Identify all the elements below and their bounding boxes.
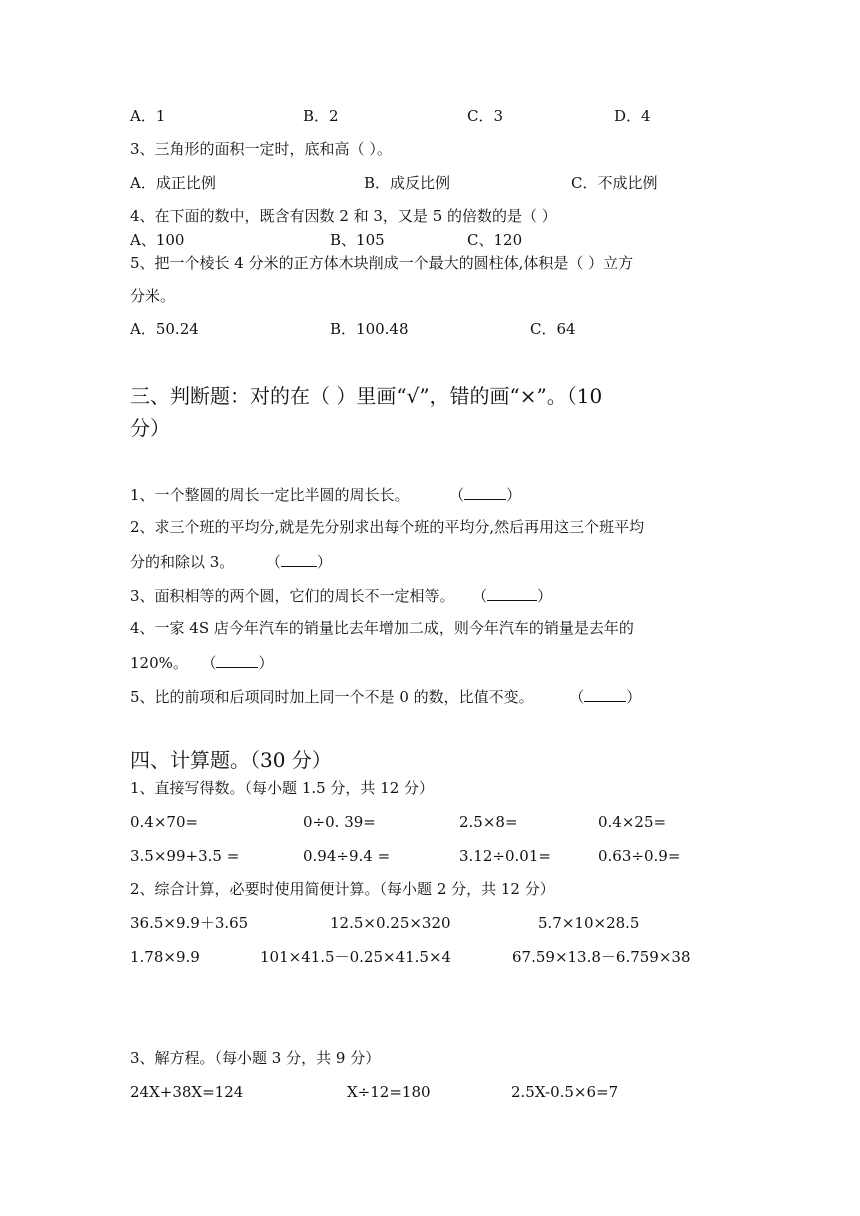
- section4-heading: 四、计算题。（30 分）: [130, 748, 332, 772]
- calc-p1-r2-c4: 0.63÷0.9=: [598, 847, 681, 865]
- answer-blank-3[interactable]: （ ）: [472, 587, 553, 605]
- q2-option-d: D．4: [614, 107, 651, 125]
- calc-part3-title: 3、解方程。（每小题 3 分，共 9 分）: [130, 1049, 381, 1067]
- judge-item-3: [130, 587, 552, 604]
- judge-item-2-line2: [130, 553, 332, 570]
- judge-item-4-line1: 4、一家 4S 店今年汽车的销量比去年增加二成，则今年汽车的销量是去年的: [130, 619, 634, 637]
- calc-p1-r2-c1: 3.5×99+3.5 =: [130, 847, 240, 865]
- calc-p2-r2-c2: 101×41.5－0.25×41.5×4: [260, 948, 452, 966]
- judge-item-5-text: 5、比的前项和后项同时加上同一个不是 0 的数，比值不变。: [130, 688, 534, 706]
- calc-p2-r1-c2: 12.5×0.25×320: [330, 914, 451, 932]
- q3-text: 3、三角形的面积一定时，底和高（ ）。: [130, 140, 392, 158]
- calc-part1-title: 1、直接写得数。（每小题 1.5 分，共 12 分）: [130, 779, 435, 797]
- answer-blank-1[interactable]: （ ）: [449, 486, 522, 504]
- answer-blank-4[interactable]: （ ）: [201, 654, 274, 672]
- section3-heading-line2: 分）: [130, 416, 170, 440]
- q5-option-a: A．50.24: [130, 320, 199, 338]
- judge-item-2-cont: 分的和除以 3。: [130, 553, 235, 571]
- section3-heading-line1: 三、判断题：对的在（ ）里画“√”，错的画“×”。（10: [130, 384, 603, 408]
- judge-item-2-line1: 2、求三个班的平均分,就是先分别求出每个班的平均分,然后再用这三个班平均: [130, 518, 645, 536]
- calc-p1-r1-c4: 0.4×25=: [598, 813, 667, 831]
- judge-item-1: [130, 486, 521, 503]
- answer-blank-2[interactable]: （ ）: [265, 553, 332, 571]
- calc-p2-r2-c3: 67.59×13.8－6.759×38: [512, 948, 691, 966]
- equation-1: 24X+38X=124: [130, 1083, 244, 1101]
- calc-p1-r1-c1: 0.4×70=: [130, 813, 199, 831]
- judge-item-4-line2: [130, 654, 273, 671]
- calc-p1-r1-c3: 2.5×8=: [459, 813, 518, 831]
- calc-p2-r1-c1: 36.5×9.9＋3.65: [130, 914, 249, 932]
- q3-option-b: B．成反比例: [364, 174, 451, 192]
- calc-p1-r2-c3: 3.12÷0.01=: [459, 847, 551, 865]
- q5-option-c: C．64: [530, 320, 576, 338]
- calc-part2-title: 2、综合计算，必要时使用简便计算。（每小题 2 分，共 12 分）: [130, 880, 555, 898]
- equation-3: 2.5X-0.5×6=7: [511, 1083, 619, 1101]
- q2-option-b: B．2: [303, 107, 339, 125]
- calc-p2-r1-c3: 5.7×10×28.5: [538, 914, 640, 932]
- q3-option-a: A．成正比例: [130, 174, 216, 192]
- q4-option-c: C、120: [467, 231, 523, 249]
- judge-item-4-cont: 120%。: [130, 654, 188, 672]
- q4-option-b: B、105: [330, 231, 385, 249]
- calc-p2-r2-c1: 1.78×9.9: [130, 948, 200, 966]
- q2-option-c: C．3: [467, 107, 504, 125]
- judge-item-3-text: 3、面积相等的两个圆，它们的周长不一定相等。: [130, 587, 455, 605]
- q5-option-b: B．100.48: [330, 320, 409, 338]
- answer-blank-5[interactable]: （ ）: [569, 688, 642, 706]
- q3-option-c: C．不成比例: [571, 174, 658, 192]
- q5-text-line1: 5、把一个棱长 4 分米的正方体木块削成一个最大的圆柱体,体积是（ ）立方: [130, 254, 634, 272]
- equation-2: X÷12=180: [347, 1083, 431, 1101]
- judge-item-1-text: 1、一个整圆的周长一定比半圆的周长长。: [130, 486, 410, 504]
- q4-option-a: A、100: [130, 231, 185, 249]
- calc-p1-r2-c2: 0.94÷9.4 =: [303, 847, 391, 865]
- q4-text: 4、在下面的数中，既含有因数 2 和 3，又是 5 的倍数的是（ ）: [130, 207, 557, 225]
- q5-text-line2: 分米。: [130, 287, 176, 305]
- judge-item-5: [130, 688, 641, 705]
- q2-option-a: A．1: [130, 107, 166, 125]
- calc-p1-r1-c2: 0÷0. 39=: [303, 813, 376, 831]
